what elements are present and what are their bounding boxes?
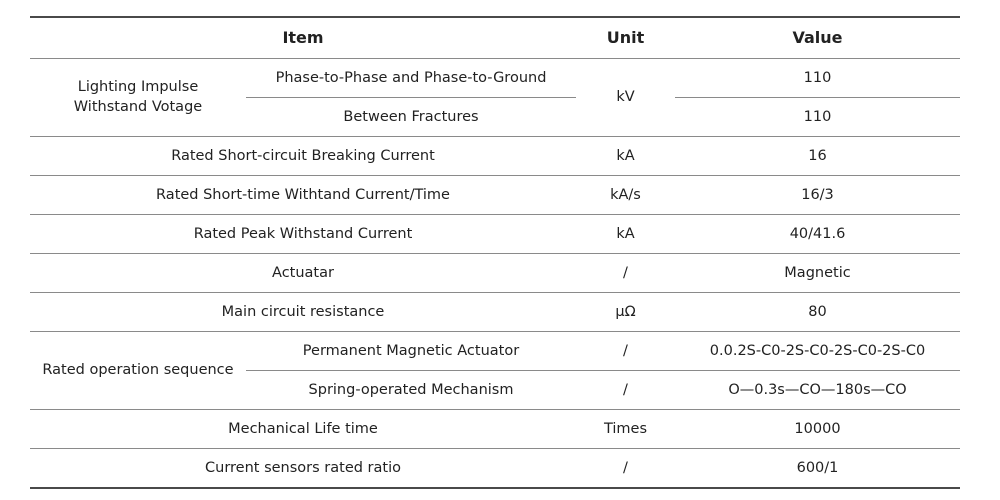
resistance-value: 80 [808, 303, 827, 320]
breaking-label: Rated Short-circuit Breaking Current [171, 147, 435, 164]
spec-table [30, 16, 960, 489]
header-unit: Unit [606, 28, 645, 47]
actuator-value: Magnetic [784, 264, 851, 281]
sequence-sub1-label: Permanent Magnetic Actuator [302, 342, 520, 359]
sequence-group-label: Rated operation sequence [42, 362, 234, 378]
life-label: Mechanical Life time [228, 420, 378, 437]
life-unit: Times [603, 420, 648, 437]
impulse-unit: kV [616, 89, 635, 105]
sequence-sub1-value: 0.0.2S-C0-2S-C0-2S-C0-2S-C0 [709, 342, 926, 359]
peak-unit: kA [616, 225, 635, 242]
short-time-unit: kA/s [610, 186, 641, 203]
sensors-unit: / [623, 459, 628, 476]
short-time-label: Rated Short-time Withtand Current/Time [156, 186, 450, 203]
header-item: Item [282, 28, 324, 47]
sensors-label: Current sensors rated ratio [205, 459, 401, 476]
sequence-sub1-unit: / [623, 342, 628, 359]
breaking-unit: kA [616, 147, 635, 164]
actuator-label: Actuatar [272, 264, 334, 281]
resistance-unit: μΩ [615, 303, 636, 320]
life-value: 10000 [794, 420, 841, 437]
impulse-sub1-value: 110 [803, 69, 832, 86]
sequence-sub2-value: O—0.3s—CO—180s—CO [728, 381, 907, 398]
actuator-unit: / [623, 264, 628, 281]
header-value: Value [792, 28, 843, 47]
short-time-value: 16/3 [801, 186, 834, 203]
sequence-sub2-label: Spring-operated Mechanism [308, 381, 514, 398]
impulse-sub2-label: Between Fractures [343, 108, 479, 125]
peak-label: Rated Peak Withstand Current [193, 225, 413, 242]
resistance-label: Main circuit resistance [221, 303, 385, 320]
impulse-group-label: Lighting Impulse Withstand Votage [73, 79, 203, 115]
impulse-sub2-value: 110 [803, 108, 832, 125]
breaking-value: 16 [808, 147, 827, 164]
sequence-sub2-unit: / [623, 381, 628, 398]
table-bottom-rule [30, 487, 960, 489]
impulse-sub1-label: Phase-to-Phase and Phase-to-Ground [275, 69, 547, 86]
sensors-value: 600/1 [796, 459, 839, 476]
peak-value: 40/41.6 [789, 225, 846, 242]
